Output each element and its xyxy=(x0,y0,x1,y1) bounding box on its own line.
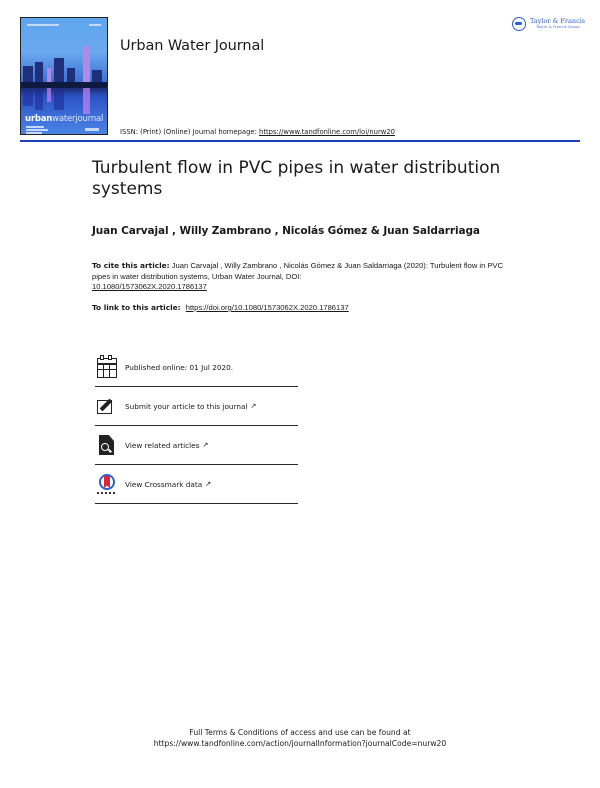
crossmark-label[interactable]: View Crossmark data xyxy=(125,479,203,489)
citation-doi-link[interactable]: 10.1080/1573062X.2020.1786137 xyxy=(92,282,207,291)
cover-building xyxy=(35,62,43,82)
article-link-line xyxy=(92,303,349,312)
cover-reflection xyxy=(35,88,43,110)
external-link-icon: ↗ xyxy=(202,441,209,449)
related-articles-icon xyxy=(97,435,117,455)
publisher-logo xyxy=(512,17,584,35)
cover-building xyxy=(54,58,64,82)
journal-cover-image xyxy=(20,17,108,135)
related-articles-link[interactable] xyxy=(95,426,298,465)
citation-block xyxy=(92,261,512,293)
article-title: Turbulent flow in PVC pipes in water distribution systems xyxy=(92,158,501,199)
cover-waterline xyxy=(21,82,107,88)
cover-reflection xyxy=(47,88,51,102)
publisher-subtitle: Taylor & Francis Group xyxy=(536,25,580,29)
published-online-row xyxy=(95,348,298,387)
cover-building xyxy=(67,68,75,82)
submit-article-label[interactable]: Submit your article to this journal xyxy=(125,401,248,411)
submit-article-link[interactable] xyxy=(95,387,298,426)
cover-decoration xyxy=(89,24,101,26)
cover-decoration xyxy=(27,24,59,26)
citation-label: To cite this article: xyxy=(92,261,170,270)
journal-homepage-link[interactable]: https://www.tandfonline.com/loi/nurw20 xyxy=(259,128,395,136)
cover-publisher-mark xyxy=(85,128,99,131)
article-doi-link[interactable]: https://doi.org/10.1080/1573062X.2020.1786137 xyxy=(185,303,349,312)
related-articles-label[interactable]: View related articles xyxy=(125,440,200,450)
terms-text: Full Terms & Conditions of access and use can be found at xyxy=(189,728,411,737)
journal-title: Urban Water Journal xyxy=(120,38,265,54)
terms-footer xyxy=(0,727,600,749)
published-online-text: Published online: 01 Jul 2020. xyxy=(125,362,234,372)
citation-text: Juan Carvajal , Willy Zambrano , Nicolás Gómez & Juan Saldarriaga (2020): Turbulent flow in PVC pipes in water distribution systems, Urban Water Journal, DOI: xyxy=(92,261,504,281)
cover-decoration xyxy=(26,132,42,134)
terms-url[interactable]: https://www.tandfonline.com/action/journalInformation?journalCode=nurw20 xyxy=(153,739,447,748)
cover-decoration xyxy=(26,129,48,131)
cover-building xyxy=(47,68,51,82)
cover-decoration xyxy=(26,126,44,128)
cover-building xyxy=(23,66,33,82)
cover-building xyxy=(83,46,90,82)
crossmark-icon xyxy=(97,474,117,494)
cover-masthead: urbanwaterjournal xyxy=(25,114,104,124)
external-link-icon: ↗ xyxy=(250,402,257,410)
issn-label: ISSN: (Print) (Online) Journal homepage: xyxy=(120,128,257,136)
issn-line xyxy=(120,128,395,136)
publisher-logo-icon xyxy=(512,17,526,31)
article-authors: Juan Carvajal , Willy Zambrano , Nicolás Gómez & Juan Saldarriaga xyxy=(92,225,480,237)
cover-reflection xyxy=(83,88,90,114)
crossmark-link[interactable] xyxy=(95,465,298,504)
calendar-icon xyxy=(97,358,117,378)
article-info-list xyxy=(95,348,298,504)
external-link-icon: ↗ xyxy=(205,480,212,488)
publisher-name: Taylor & Francis xyxy=(530,17,586,25)
cover-building xyxy=(92,70,102,82)
article-link-label: To link to this article: xyxy=(92,303,181,312)
cover-reflection xyxy=(54,88,64,110)
cover-reflection xyxy=(23,88,33,106)
header-divider xyxy=(20,140,580,142)
edit-icon xyxy=(97,396,117,416)
